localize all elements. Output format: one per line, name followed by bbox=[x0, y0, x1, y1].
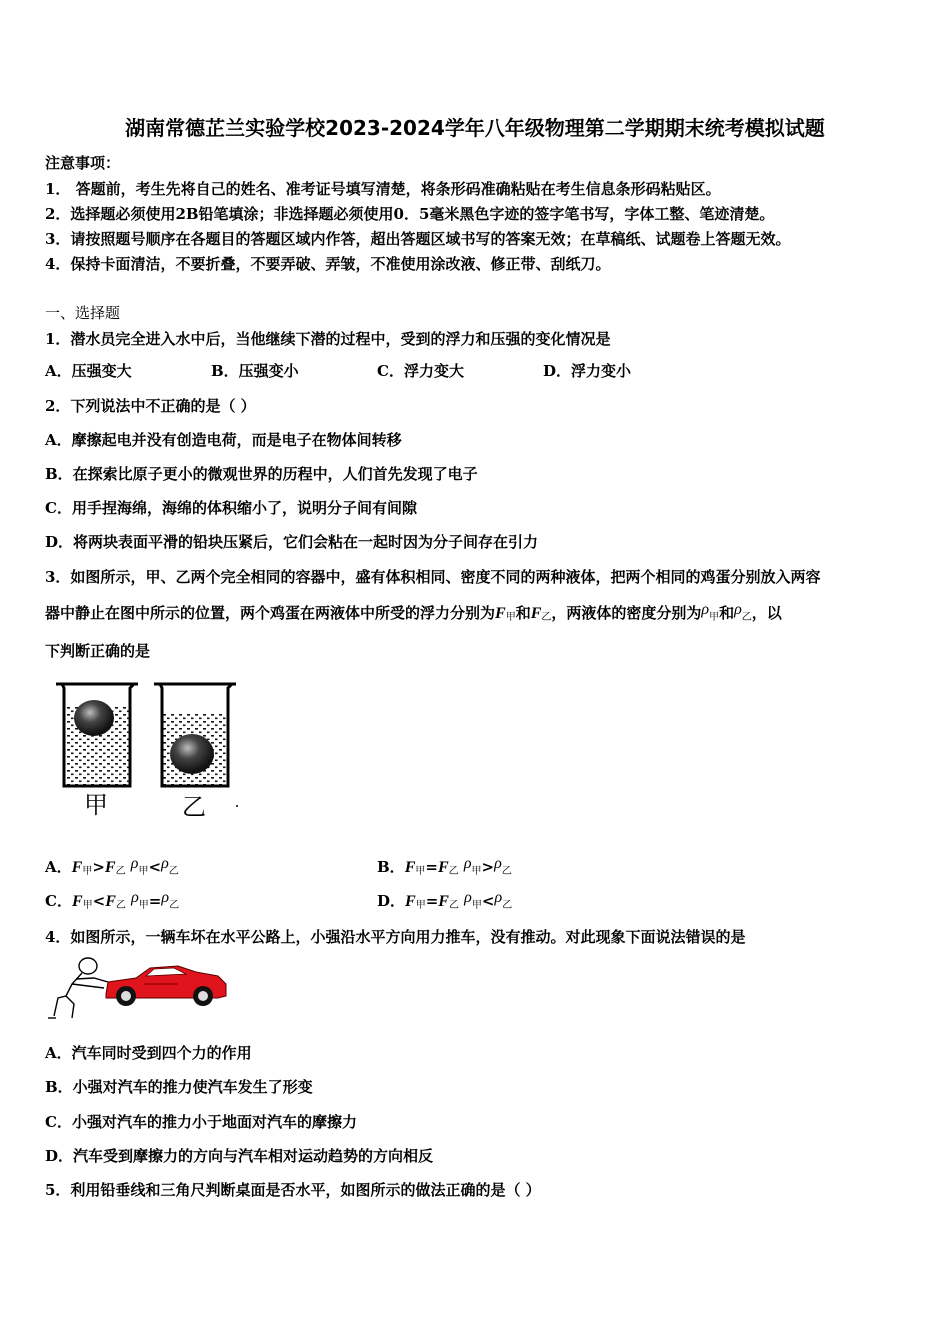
subscript-jia: 甲 bbox=[471, 900, 482, 911]
exam-title: 湖南常德芷兰实验学校2023-2024学年八年级物理第二学期期末统考模拟试题 bbox=[125, 116, 825, 140]
rho-symbol: ρ bbox=[131, 889, 139, 906]
relation: = bbox=[425, 892, 439, 910]
rho-symbol: ρ bbox=[463, 855, 472, 872]
subscript-jia: 甲 bbox=[415, 866, 426, 877]
subscript-jia: 甲 bbox=[471, 866, 482, 877]
notice-item-1: 1． 答题前，考生先将自己的姓名、准考证号填写清楚，将条形码准确粘贴在考生信息条形码粘贴区。 bbox=[45, 180, 721, 198]
q3-option-b bbox=[377, 856, 512, 877]
subscript-yi: 乙 bbox=[169, 900, 180, 911]
rho-symbol: ρ bbox=[161, 889, 170, 906]
subscript-jia: 甲 bbox=[709, 612, 720, 623]
q2-stem: 2．下列说法中不正确的是（ ） bbox=[45, 397, 256, 415]
subscript-jia: 甲 bbox=[138, 866, 149, 877]
notice-item-2: 2．选择题必须使用2B铅笔填涂；非选择题必须使用0．5毫米黑色字迹的签字笔书写，字体工整、笔迹清楚。 bbox=[45, 205, 775, 223]
egg-yi bbox=[170, 734, 214, 774]
force-symbol: F bbox=[404, 859, 416, 876]
beaker-yi bbox=[154, 684, 236, 786]
subscript-yi: 乙 bbox=[541, 612, 552, 623]
force-symbol: F bbox=[438, 893, 449, 910]
beaker-jia bbox=[56, 684, 138, 786]
relation: > bbox=[92, 858, 105, 876]
option-letter: D． bbox=[377, 892, 406, 910]
force-symbol: F bbox=[71, 859, 83, 876]
q3-option-d bbox=[377, 890, 512, 911]
relation: < bbox=[148, 858, 162, 876]
pushing-car-figure bbox=[46, 952, 230, 1022]
rho-symbol: ρ bbox=[464, 889, 472, 906]
q1-stem: 1．潜水员完全进入水中后，当他继续下潜的过程中，受到的浮力和压强的变化情况是 bbox=[45, 330, 611, 348]
q4-option-b: B．小强对汽车的推力使汽车发生了形变 bbox=[45, 1078, 313, 1096]
subscript-yi: 乙 bbox=[448, 866, 459, 877]
relation: < bbox=[92, 892, 106, 910]
rho-symbol: ρ bbox=[701, 601, 710, 618]
q3-text: 和 bbox=[719, 604, 735, 622]
q1-option-c: C．浮力变大 bbox=[377, 362, 464, 380]
notice-heading: 注意事项： bbox=[45, 154, 121, 172]
subscript-yi: 乙 bbox=[502, 900, 513, 911]
subscript-jia: 甲 bbox=[505, 612, 516, 623]
egg-jia bbox=[74, 700, 114, 736]
force-symbol: F bbox=[105, 893, 116, 910]
relation: = bbox=[148, 892, 162, 910]
q3-stem-line2 bbox=[45, 602, 782, 623]
q1-option-b: B．压强变小 bbox=[211, 362, 299, 380]
force-symbol: F bbox=[71, 893, 83, 910]
subscript-jia: 甲 bbox=[415, 900, 426, 911]
q1-option-a: A．压强变大 bbox=[45, 362, 132, 380]
q3-option-c bbox=[45, 890, 179, 911]
subscript-jia: 甲 bbox=[138, 900, 149, 911]
option-letter: B． bbox=[377, 858, 405, 876]
force-symbol: F bbox=[530, 605, 542, 622]
q4-stem: 4．如图所示，一辆车坏在水平公路上，小强沿水平方向用力推车，没有推动。对此现象下面说法错误的是 bbox=[45, 928, 746, 946]
q2-option-b: B．在探索比原子更小的微观世界的历程中，人们首先发现了电子 bbox=[45, 465, 478, 483]
subscript-yi: 乙 bbox=[501, 866, 512, 877]
rho-symbol: ρ bbox=[494, 855, 502, 872]
q3-option-a bbox=[45, 856, 179, 877]
rho-symbol: ρ bbox=[494, 889, 503, 906]
q4-option-c: C．小强对汽车的推力小于地面对汽车的摩擦力 bbox=[45, 1113, 357, 1131]
q2-option-d: D．将两块表面平滑的铅块压紧后，它们会粘在一起时因为分子间存在引力 bbox=[45, 533, 539, 551]
notice-item-3: 3．请按照题号顺序在各题目的答题区域内作答，超出答题区域书写的答案无效；在草稿纸、试题卷上答题无效。 bbox=[45, 230, 791, 248]
rho-symbol: ρ bbox=[161, 855, 169, 872]
subscript-yi: 乙 bbox=[115, 866, 126, 877]
subscript-yi: 乙 bbox=[168, 866, 179, 877]
q3-text: 器中静止在图中所示的位置，两个鸡蛋在两液体中所受的浮力分别为 bbox=[45, 604, 496, 622]
q2-option-a: A．摩擦起电并没有创造电荷，而是电子在物体间转移 bbox=[45, 431, 402, 449]
beakers-figure bbox=[50, 678, 250, 823]
q2-option-c: C．用手捏海绵，海绵的体积缩小了，说明分子间有间隙 bbox=[45, 499, 417, 517]
rho-symbol: ρ bbox=[734, 601, 742, 618]
q5-stem: 5．利用铅垂线和三角尺判断桌面是否水平，如图所示的做法正确的是（ ） bbox=[45, 1181, 541, 1199]
q3-text: 和 bbox=[515, 604, 531, 622]
force-symbol: F bbox=[437, 859, 449, 876]
relation: < bbox=[481, 892, 495, 910]
option-letter: C． bbox=[45, 892, 72, 910]
subscript-yi: 乙 bbox=[741, 612, 752, 623]
label-yi: 乙 bbox=[182, 793, 206, 821]
option-letter: A． bbox=[45, 858, 72, 876]
section-heading: 一、选择题 bbox=[45, 304, 121, 322]
person-pushing bbox=[48, 958, 108, 1018]
q3-stem-line1: 3．如图所示，甲、乙两个完全相同的容器中，盛有体积相同、密度不同的两种液体，把两个相同的鸡蛋分别放入两容 bbox=[45, 568, 821, 586]
force-symbol: F bbox=[495, 605, 506, 622]
subscript-yi: 乙 bbox=[448, 900, 459, 911]
q3-stem-line3: 下判断正确的是 bbox=[45, 642, 151, 660]
label-jia: 甲 bbox=[84, 791, 108, 819]
relation: = bbox=[425, 858, 438, 876]
q4-option-a: A．汽车同时受到四个力的作用 bbox=[45, 1044, 252, 1062]
q4-option-d: D．汽车受到摩擦力的方向与汽车相对运动趋势的方向相反 bbox=[45, 1147, 434, 1165]
q3-text: ，两液体的密度分别为 bbox=[551, 604, 702, 622]
q1-option-d: D．浮力变小 bbox=[543, 362, 632, 380]
subscript-jia: 甲 bbox=[82, 866, 93, 877]
subscript-jia: 甲 bbox=[82, 900, 93, 911]
force-symbol: F bbox=[405, 893, 416, 910]
rho-symbol: ρ bbox=[130, 855, 139, 872]
notice-item-4: 4．保持卡面清洁，不要折叠，不要弄破、弄皱，不准使用涂改液、修正带、刮纸刀。 bbox=[45, 255, 611, 273]
red-car bbox=[106, 966, 226, 1006]
relation: > bbox=[481, 858, 495, 876]
force-symbol: F bbox=[104, 859, 116, 876]
q3-text: ，以 bbox=[751, 604, 782, 622]
subscript-yi: 乙 bbox=[115, 900, 126, 911]
